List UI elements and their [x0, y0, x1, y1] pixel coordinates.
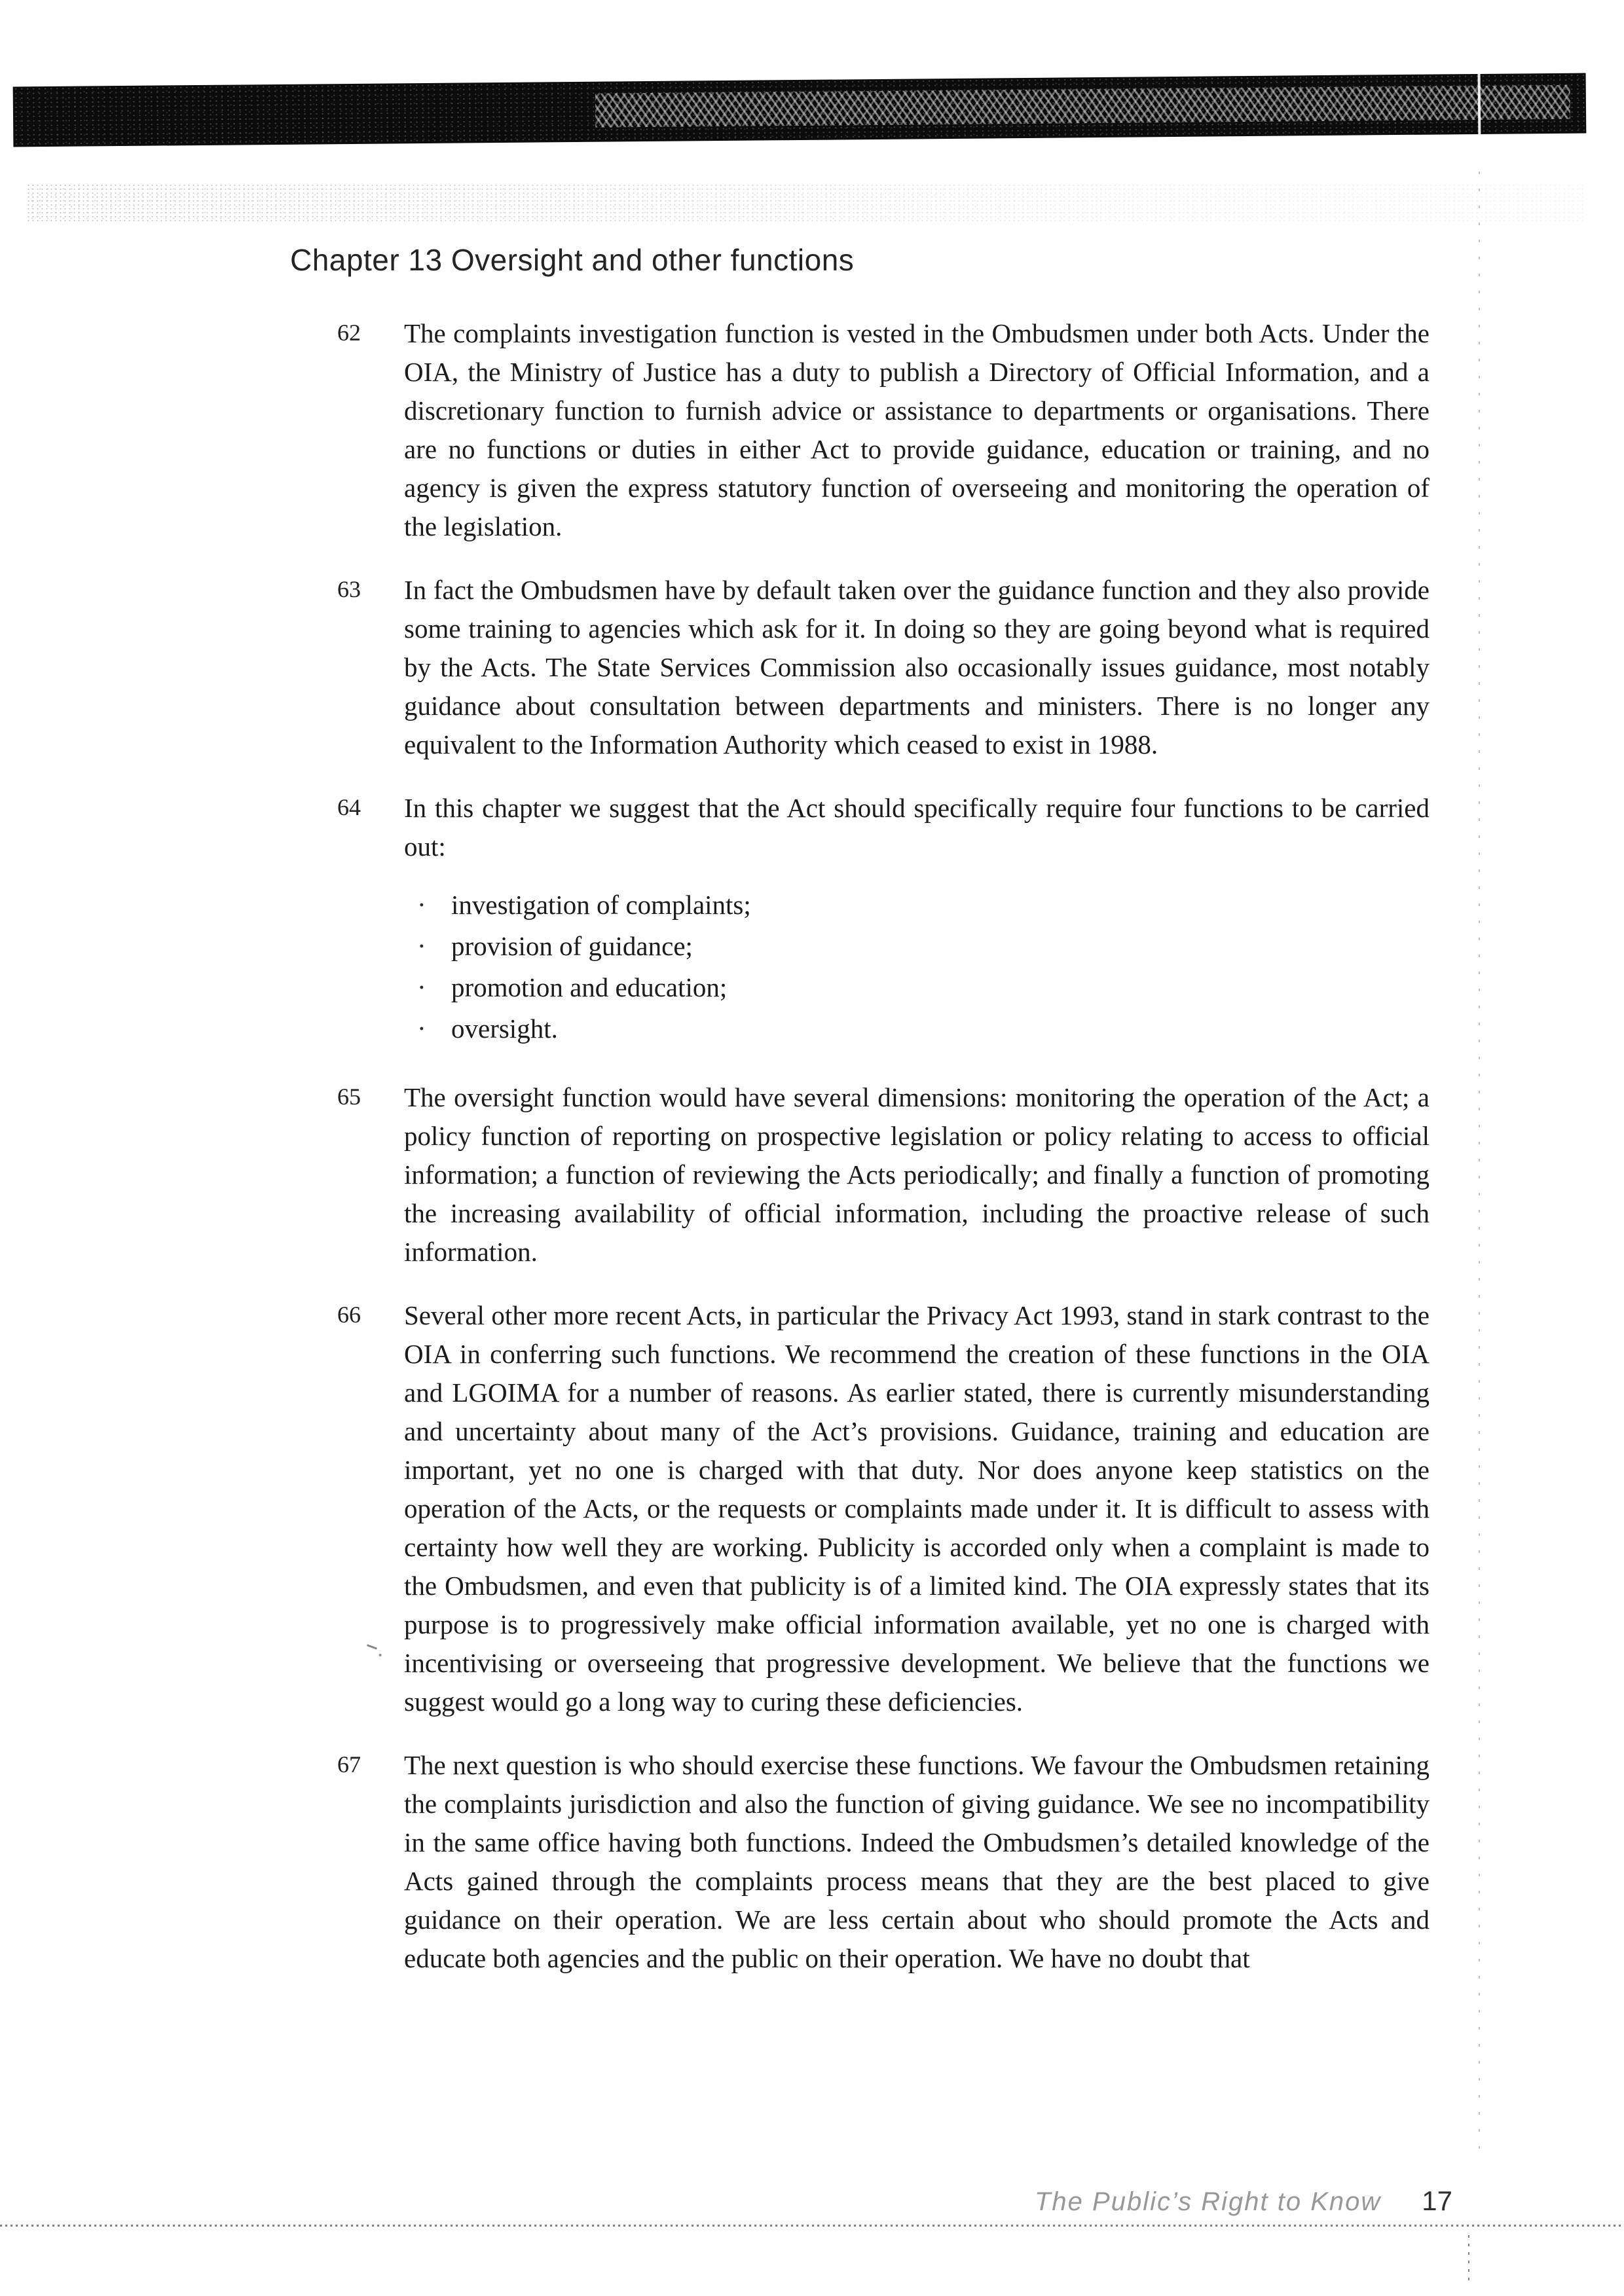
scan-artifact-vertical-dotted-line [1479, 172, 1480, 2162]
paragraph-62 [337, 314, 1430, 546]
bullet-item [417, 884, 1430, 926]
paragraph-text: In this chapter we suggest that the Act should specifically require four functions to be carried out: [404, 793, 1430, 862]
scan-artifact-footer-dots [1468, 2235, 1469, 2286]
maori-weave-pattern [595, 85, 1571, 128]
bullet-text: promotion and education; [451, 972, 728, 1002]
paragraph-number: 66 [337, 1302, 361, 1328]
paragraph-number: 67 [337, 1751, 361, 1777]
bullet-list [417, 884, 1430, 1049]
bullet-dot-icon: · [417, 890, 426, 920]
paragraph-65 [337, 1078, 1430, 1271]
page-content [290, 242, 1430, 1978]
bullet-text: oversight. [451, 1013, 558, 1044]
paragraph-63 [337, 571, 1430, 764]
paragraph-number: 65 [337, 1084, 361, 1110]
paragraph-number: 63 [337, 576, 361, 602]
page-number: 17 [1422, 2185, 1452, 2216]
scan-margin-speck [367, 1644, 377, 1649]
bullet-text: provision of guidance; [451, 931, 693, 961]
paragraph-67 [337, 1746, 1430, 1978]
report-title-running-footer: The Public’s Right to Know [1034, 2187, 1382, 2216]
bullet-dot-icon: · [417, 1013, 426, 1044]
band-white-gap [1478, 74, 1481, 134]
bullet-item [417, 967, 1430, 1008]
paragraph-66 [337, 1296, 1430, 1721]
paragraph-64 [337, 789, 1430, 1049]
bullet-item [417, 926, 1430, 967]
paragraph-text: In fact the Ombudsmen have by default taken over the guidance function and they also provide some training to agencies which ask for it. In doing so they are going beyond what is required by the Acts. The State Services Commission also occasionally issues guidance, most notably guidance about consultation between departments and ministers. There is no longer any equivalent to the Information Authority which ceased to exist in 1988. [404, 575, 1430, 759]
header-pattern-band [13, 73, 1587, 147]
scan-noise-strip [26, 183, 1585, 221]
footer-dotted-rule [0, 2225, 1624, 2227]
chapter-title: Chapter 13 Oversight and other functions [290, 243, 855, 277]
paragraph-number: 62 [337, 319, 361, 346]
paragraph-text: The oversight function would have several dimensions: monitoring the operation of the Act; a policy function of reporting on prospective legislation or policy relating to access to official information; a function of reviewing the Acts periodically; and finally a function of promoting the increasing availability of official information, including the proactive release of such information. [404, 1082, 1430, 1267]
paragraph-text: The next question is who should exercise these functions. We favour the Ombudsmen retaining the complaints jurisdiction and also the function of giving guidance. We see no incompatibility in the same office having both functions. Indeed the Ombudsmen’s detailed knowledge of the Acts gained through the complaints process means that they are the best placed to give guidance on their operation. We are less certain about who should promote the Acts and educate both agencies and the public on their operation. We have no doubt that [404, 1750, 1430, 1973]
bullet-dot-icon: · [417, 972, 426, 1002]
page-footer [0, 2185, 1452, 2217]
paragraph-number: 64 [337, 794, 361, 820]
paragraph-text: Several other more recent Acts, in particular the Privacy Act 1993, stand in stark contrast to the OIA in conferring such functions. We recommend the creation of these functions in the OIA and LGOIMA for a number of reasons. As earlier stated, there is currently misunderstanding and uncertainty about many of the Act’s provisions. Guidance, training and education are important, yet no one is charged with that duty. Nor does anyone keep statistics on the operation of the Acts, or the requests or complaints made under it. It is difficult to assess with certainty how well they are working. Publicity is accorded only when a complaint is made to the Ombudsmen, and even that publicity is of a limited kind. The OIA expressly states that its purpose is to progressively make official information available, yet no one is charged with incentivising or overseeing that progressive development. We believe that the functions we suggest would go a long way to curing these deficiencies. [404, 1300, 1430, 1717]
bullet-text: investigation of complaints; [451, 890, 751, 920]
bullet-item [417, 1008, 1430, 1049]
bullet-dot-icon: · [417, 931, 426, 961]
paragraph-text: The complaints investigation function is vested in the Ombudsmen under both Acts. Under the OIA, the Ministry of Justice has a duty to publish a Directory of Official Information, and a discretionary function to furnish advice or assistance to departments or organisations. There are no functions or duties in either Act to provide guidance, education or training, and no agency is given the express statutory function of overseeing and monitoring the operation of the legislation. [404, 318, 1430, 541]
